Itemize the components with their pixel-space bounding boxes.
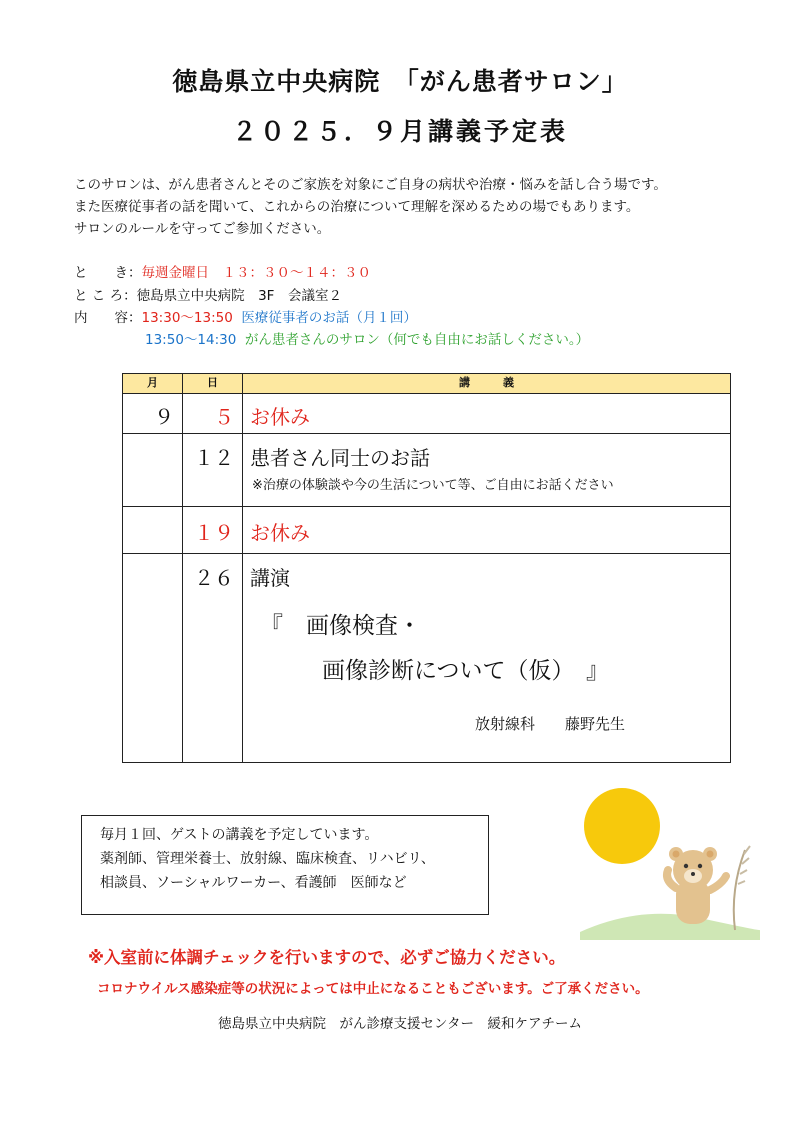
schedule-table [122, 373, 731, 763]
month-cell [123, 507, 183, 554]
footer-organization: 徳島県立中央病院 がん診療支援センター 緩和ケアチーム [218, 1016, 582, 1032]
table-row [123, 554, 731, 763]
content-time: 13:50～14:30 [145, 332, 237, 348]
guest-line: 毎月１回、ゲストの講義を予定しています。 [100, 827, 379, 843]
guest-line: 相談員、ソーシャルワーカー、看護師 医師など [100, 875, 407, 891]
table-row [123, 434, 731, 507]
header-month: 月 [123, 374, 183, 394]
info-label: と こ ろ： [74, 288, 137, 304]
table-header-row [123, 374, 731, 394]
intro-line: また医療従事者の話を聞いて、これからの治療について理解を深めるための場でもあります。 [74, 199, 640, 215]
lecture-cell [243, 434, 731, 507]
lecture-title: 講演 [250, 566, 290, 590]
content-text: がん患者さんのサロン（何でも自由にお話しください。） [244, 332, 590, 348]
month-cell: ９ [123, 394, 183, 434]
header-day: 日 [183, 374, 243, 394]
content-text: 医療従事者のお話（月１回） [241, 310, 417, 326]
header-lecture: 講 義 [243, 374, 731, 394]
content-time: 13:30～13:50 [141, 310, 233, 326]
lecture-title: 患者さん同士のお話 [250, 446, 430, 470]
month-cell [123, 554, 183, 763]
info-when [74, 263, 371, 283]
table-row [123, 507, 731, 554]
info-value: 毎週金曜日 １３：３０～１４：３０ [141, 265, 371, 281]
lecture-title: お休み [243, 394, 731, 434]
month-cell [123, 434, 183, 507]
info-content-2 [145, 330, 589, 350]
guest-info-box [81, 815, 489, 915]
notice-cancellation: コロナウイルス感染症等の状況によっては中止になることもございます。ご了承ください。 [97, 981, 649, 997]
intro-line: このサロンは、がん患者さんとそのご家族を対象にご自身の病状や治療・悩みを話し合う場です。 [74, 177, 667, 193]
intro-line: サロンのルールを守ってご参加ください。 [74, 221, 331, 237]
info-content [74, 308, 417, 328]
day-cell: ５ [183, 394, 243, 434]
lecture-topic-line2: 画像診断について（仮） 』 [322, 658, 610, 684]
intro-text [74, 174, 667, 240]
day-cell: ２６ [183, 554, 243, 763]
guest-line: 薬剤師、管理栄養士、放射線、臨床検査、リハビリ、 [100, 851, 435, 867]
lecture-topic-line1: 『 画像検査・ [260, 613, 421, 639]
day-cell: １２ [183, 434, 243, 507]
lecture-note: ※治療の体験談や今の生活について等、ご自由にお話ください [252, 478, 614, 493]
info-value: 徳島県立中央病院 3F 会議室２ [136, 288, 342, 304]
lecturer-name: 放射線科 藤野先生 [475, 715, 626, 733]
info-label: と き： [74, 265, 142, 281]
day-cell: １９ [183, 507, 243, 554]
lecture-cell [243, 554, 731, 763]
sun-icon [584, 788, 660, 864]
lecture-title: お休み [243, 507, 731, 554]
bear-icon [667, 847, 726, 924]
page-subtitle: ２０２５．９月講義予定表 [231, 117, 568, 146]
page-title: 徳島県立中央病院 「がん患者サロン」 [172, 67, 628, 96]
illustration [560, 780, 760, 940]
info-where [74, 286, 342, 306]
info-label: 内 容： [74, 310, 142, 326]
notice-health-check: ※入室前に体調チェックを行いますので、必ずご協力ください。 [88, 948, 566, 967]
table-row [123, 394, 731, 434]
